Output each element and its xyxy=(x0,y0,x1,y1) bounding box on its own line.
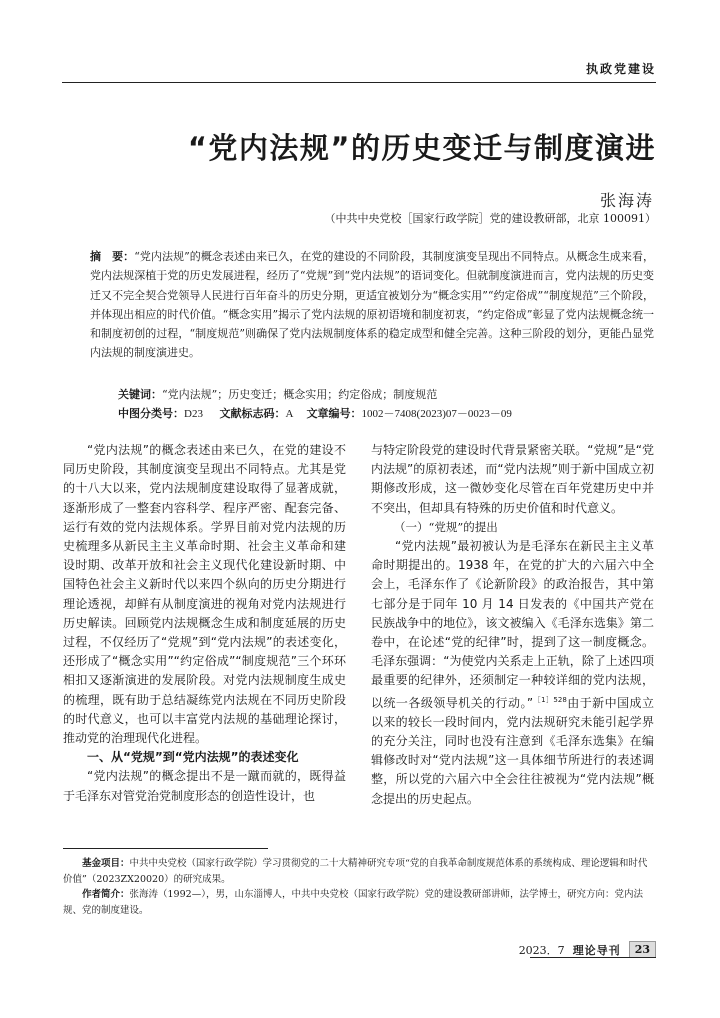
body-paragraph: “党内法规”的概念表述由来已久，在党的建设不同历史阶段，其制度演变呈现出不同特点。尤其是党的十八大以来，党内法规制度建设取得了显著成就，逐渐形成了一整套内容科学、程序严密、配套完备、运行有效的党内法规体系。学界目前对党内法规的历史梳理多从新民主主义革命时期、社会主义革命和建设时期、改革开放和社会主义现代化建设新时期、中国特色社会主义新时代以来四个纵向的历史分期进行理论透视，却鲜有从制度演进的视角对党内法规进行历史解读。回顾党内法规概念生成和制度延展的历史过程，不仅经历了“党规”到“党内法规”的表述变化，还形成了“概念实用”“约定俗成”“制度规范”三个环环相扣又逐渐演进的发展阶段。对党内法规制度生成史的梳理，既有助于总结凝练党内法规在不同历史阶段的时代意义，也可以丰富党内法规的基础理论探讨，推动党的治理现代化进程。 xyxy=(63,443,346,746)
header-rule xyxy=(62,82,656,83)
page-footer xyxy=(519,941,656,958)
author-note-text: 张海涛（1992—），男，山东淄博人，中共中央党校（国家行政学院）党的建设教研部讲师，法学博士，研究方向：党内法规、党的制度建设。 xyxy=(63,889,643,916)
doc-label: 文献标志码： xyxy=(219,408,286,420)
article-value: 1002－7408(2023)07－0023－09 xyxy=(361,408,512,420)
class-label: 中图分类号： xyxy=(118,408,184,420)
body-paragraph: “党内法规”的概念提出不是一蹴而就的，既得益于毛泽东对管党治党制度形态的创造性设计，也 xyxy=(63,769,346,803)
fund-label: 基金项目： xyxy=(82,858,130,869)
body-text: “党内法规”最初被认为是毛泽东在新民主主义革命时期提出的。1938 年，在党的扩大的六届六中全会上，毛泽东作了《论新阶段》的政治报告，其中第七部分是于同年 10 月 14 日发表的《中国共产党在民族战争中的地位》，该文被编入《毛泽东选集》第二卷中，在论述“党的纪律”时，提到了这一制度概念。毛泽东强调：“为使党内关系走上正轨，除了上述四项最重要的纪律外，还须制定一种较详细的党内法规，以统一各级领导机关的行动。” xyxy=(371,539,654,710)
footnote-rule xyxy=(63,848,268,849)
issue-number: 2023．7 xyxy=(518,943,565,957)
article-label: 文章编号： xyxy=(306,408,362,420)
footnotes xyxy=(63,856,656,918)
funding-note xyxy=(63,856,656,887)
keywords-line xyxy=(118,386,437,402)
author-affiliation: （中共中央党校［国家行政学院］党的建设教研部，北京 100091） xyxy=(324,212,656,225)
journal-name: 理论导刊 xyxy=(572,943,621,957)
page-number: 23 xyxy=(629,941,656,958)
body-paragraph xyxy=(371,537,654,809)
classification-line xyxy=(118,405,512,421)
body-column-right xyxy=(371,441,654,809)
keywords-label: 关键词： xyxy=(118,388,162,401)
keywords-text: “党内法规”；历史变迁；概念实用；约定俗成；制度规范 xyxy=(162,388,438,401)
author-note xyxy=(63,887,656,918)
doc-value: A xyxy=(285,408,293,420)
author-note-label: 作者简介： xyxy=(82,889,130,900)
abstract xyxy=(90,247,654,363)
citation-ref: ［1］528 xyxy=(533,695,567,704)
author-name: 张海涛 xyxy=(599,191,654,210)
footer-rule xyxy=(530,957,656,958)
section-heading: 一、从“党规”到“党内法规”的表述变化 xyxy=(87,750,299,765)
subsection-heading: （一）“党规”的提出 xyxy=(394,519,498,534)
body-paragraph: 与特定阶段党的建设时代背景紧密关联。“党规”是“党内法规”的原初表述，而“党内法规”则于新中国成立初期修改形成，这一微妙变化尽管在百年党建历史中并不突出，但却具有特殊的历史价值和时代意义。 xyxy=(371,443,654,515)
class-value: D23 xyxy=(184,408,203,420)
abstract-text: “党内法规”的概念表述由来已久，在党的建设的不同阶段，其制度演变呈现出不同特点。从概念生成来看，党内法规深植于党的历史发展进程，经历了“党规”到“党内法规”的语词变化。但就制度演进而言，党内法规的历史变迁又不完全契合党领导人民进行百年奋斗的历史分期，更适宜被划分为“概念实用”“约定俗成”“制度规范”三个阶段，并体现出相应的时代价值。“概念实用”揭示了党内法规的原初语境和制度初衷，“约定俗成”彰显了党内法规概念统一和制度初创的过程，“制度规范”则确保了党内法规制度体系的稳定成型和健全完善。这种三阶段的划分，更能凸显党内法规的制度演进史。 xyxy=(90,250,654,360)
body-column-left xyxy=(63,441,346,806)
fund-text: 中共中央党校（国家行政学院）学习贯彻党的二十大精神研究专项“党的自我革命制度规范体系的系统构成、理论逻辑和时代价值”（2023ZX20020）的研究成果。 xyxy=(63,858,648,885)
article-title: “党内法规”的历史变迁与制度演进 xyxy=(187,131,656,165)
section-header: 执政党建设 xyxy=(585,62,656,76)
body-text: 由于新中国成立以来的较长一段时间内，党内法规研究未能引起学界的充分关注，同时也没有注意到《毛泽东选集》在编辑修改时对“党内法规”这一具体细节所进行的表述调整，所以党的六届六中全会往往被视为“党内法规”概念提出的历史起点。 xyxy=(371,695,654,806)
abstract-label: 摘 要： xyxy=(90,250,135,263)
